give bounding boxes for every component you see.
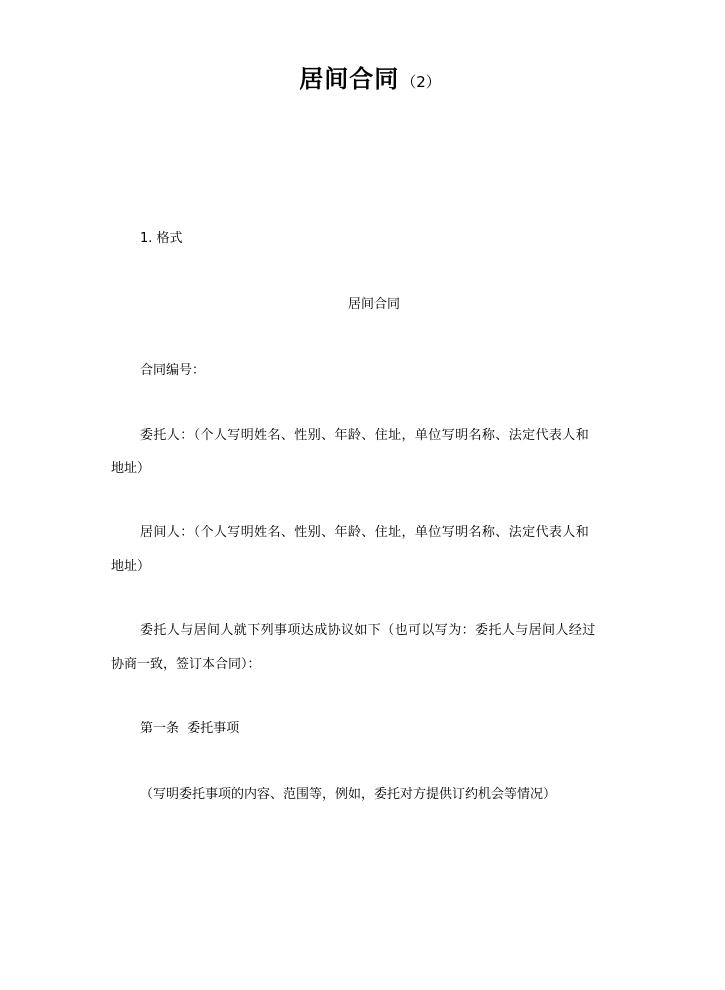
contract-number-label: 合同编号： (140, 363, 206, 378)
title-main: 居间合同 (299, 65, 400, 93)
agreement-line-1: 委托人与居间人就下列事项达成协议如下（也可以写为：委托人与居间人经过 (140, 623, 596, 638)
client-line-2: 地址） (111, 461, 151, 476)
article-1-note: （写明委托事项的内容、范围等，例如，委托对方提供订约机会等情况） (140, 787, 557, 802)
broker-line-1: 居间人：（个人写明姓名、性别、年龄、住址，单位写明名称、法定代表人和 (140, 525, 590, 540)
section-format: 1. 格式 (140, 231, 183, 246)
broker-line-2: 地址） (111, 559, 151, 574)
agreement-line-2: 协商一致，签订本合同）： (111, 657, 261, 672)
center-heading: 居间合同 (347, 297, 400, 312)
document-title (0, 62, 725, 99)
client-line-1: 委托人：（个人写明姓名、性别、年龄、住址，单位写明名称、法定代表人和 (140, 428, 590, 443)
title-suffix: （2） (401, 73, 441, 91)
article-1-heading: 第一条 委托事项 (140, 721, 240, 736)
